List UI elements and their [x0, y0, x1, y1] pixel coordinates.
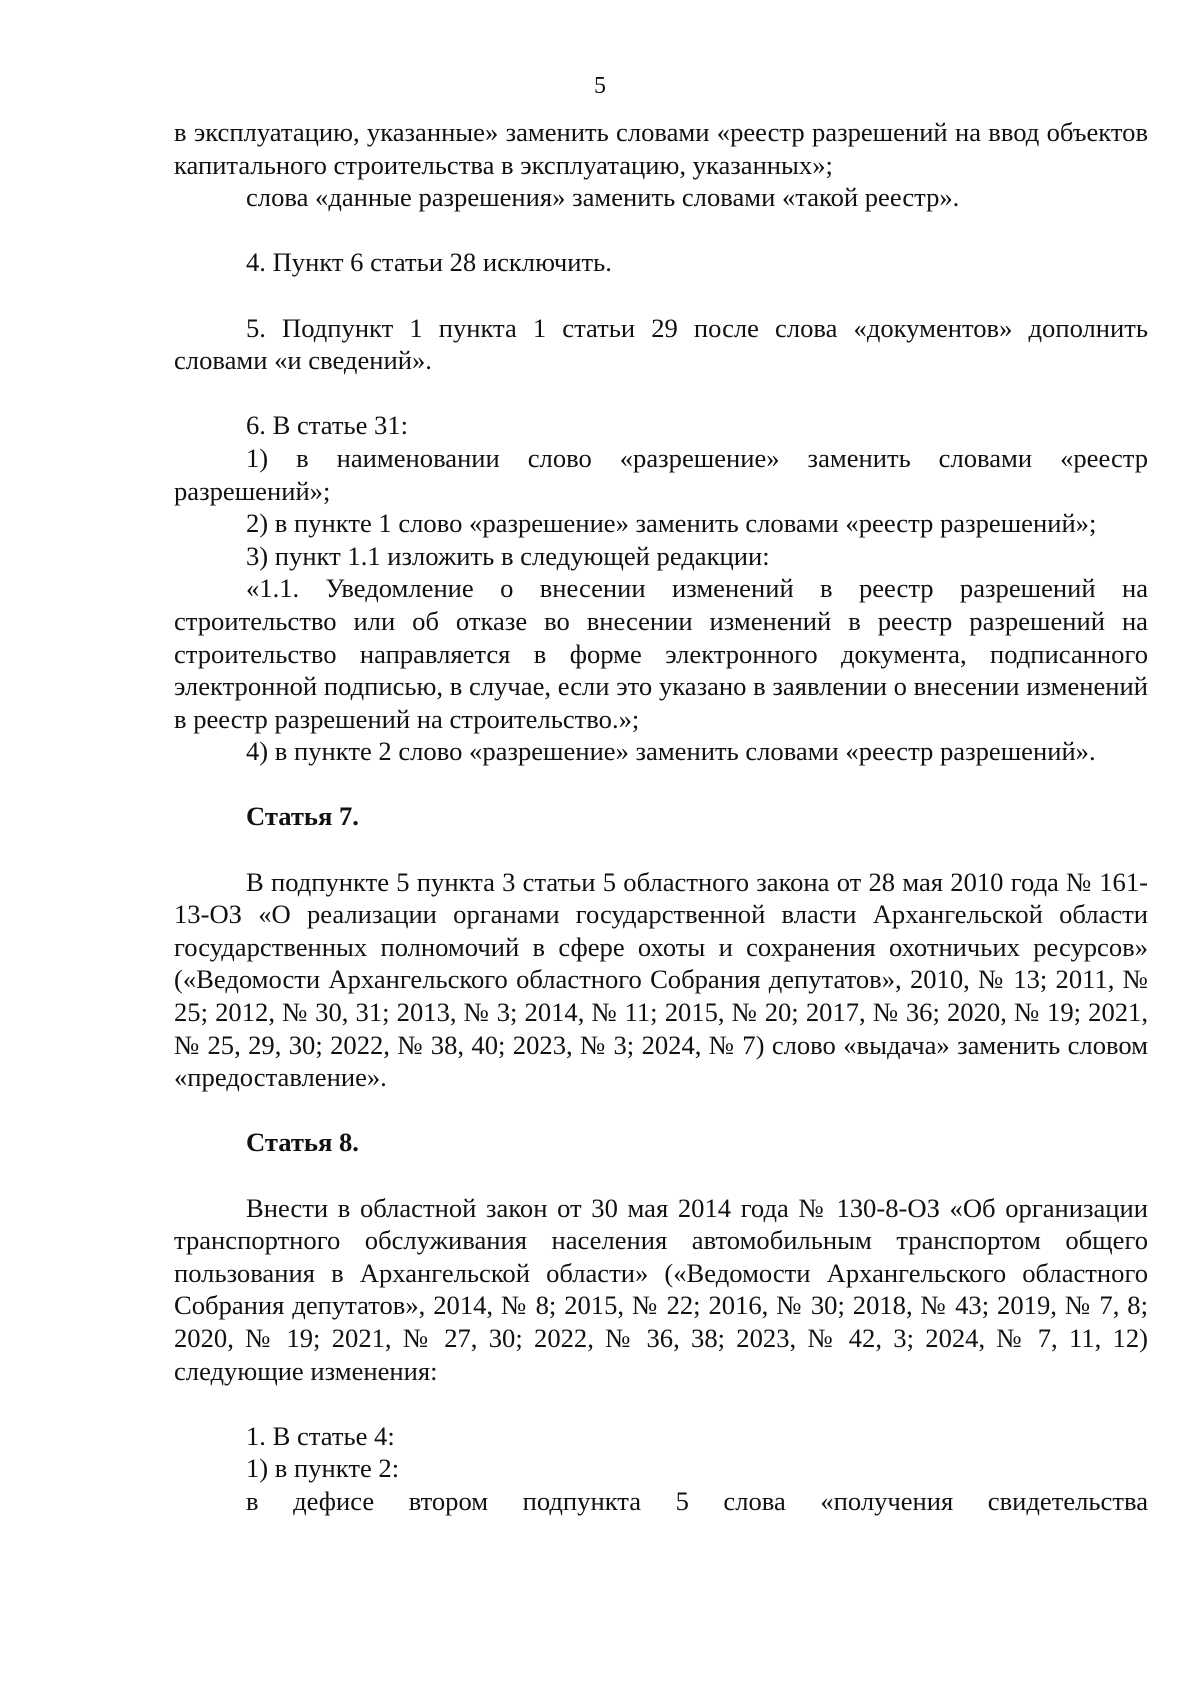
- paragraph: 6. В статье 31:: [246, 410, 409, 441]
- paragraph: 4) в пункте 2 слово «разрешение» заменить словами «реестр разрешений».: [246, 736, 1096, 767]
- paragraph: «1.1. Уведомление о внесении изменений в реестр разрешений на строительство или об отказе во внесении изменений в реестр разрешений на строительство направляется в форме электронного документа, подписанного электронной подписью, в случае, если это указано в заявлении о внесении изменений в реестр разрешений на строительство.»;: [174, 573, 1148, 734]
- paragraph: 2) в пункте 1 слово «разрешение» заменить словами «реестр разрешений»;: [246, 508, 1097, 539]
- article-heading: Статья 7.: [246, 801, 359, 832]
- paragraph: 5. Подпункт 1 пункта 1 статьи 29 после слова «документов» дополнить словами «и сведений».: [174, 312, 1148, 376]
- paragraph: 1. В статье 4:: [246, 1420, 395, 1451]
- paragraph: 1) в наименовании слово «разрешение» заменить словами «реестр разрешений»;: [174, 442, 1148, 506]
- paragraph: 4. Пункт 6 статьи 28 исключить.: [246, 247, 612, 278]
- paragraph: слова «данные разрешения» заменить словами «такой реестр».: [246, 182, 960, 213]
- paragraph: 1) в пункте 2:: [246, 1453, 400, 1484]
- article-heading: Статья 8.: [246, 1127, 359, 1158]
- document-body: [174, 116, 1148, 1518]
- paragraph: в эксплуатацию, указанные» заменить словами «реестр разрешений на ввод объектов капитального строительства в эксплуатацию, указанных»;: [174, 117, 1148, 180]
- paragraph: в дефисе втором подпункта 5 слова «получения свидетельства: [246, 1485, 1148, 1516]
- paragraph: 3) пункт 1.1 изложить в следующей редакции:: [246, 540, 770, 571]
- page-number: 5: [594, 73, 606, 99]
- paragraph: Внести в областной закон от 30 мая 2014 года № 130-8-ОЗ «Об организации транспортного обслуживания населения автомобильным транспортом общего пользования в Архангельской области» («Ведомости Архангельского областного Собрания депутатов», 2014, № 8; 2015, № 22; 2016, № 30; 2018, № 43; 2019, № 7, 8; 2020, № 19; 2021, № 27, 30; 2022, № 36, 38; 2023, № 42, 3; 2024, № 7, 11, 12) следующие изменения:: [174, 1192, 1148, 1386]
- paragraph: В подпункте 5 пункта 3 статьи 5 областного закона от 28 мая 2010 года № 161-13-ОЗ «О реализации органами государственной власти Архангельской области государственных полномочий в сфере охоты и сохранения охотничьих ресурсов» («Ведомости Архангельского областного Собрания депутатов», 2010, № 13; 2011, № 25; 2012, № 30, 31; 2013, № 3; 2014, № 11; 2015, № 20; 2017, № 36; 2020, № 19; 2021, № 25, 29, 30; 2022, № 38, 40; 2023, № 3; 2024, № 7) слово «выдача» заменить словом «предоставление».: [174, 866, 1148, 1093]
